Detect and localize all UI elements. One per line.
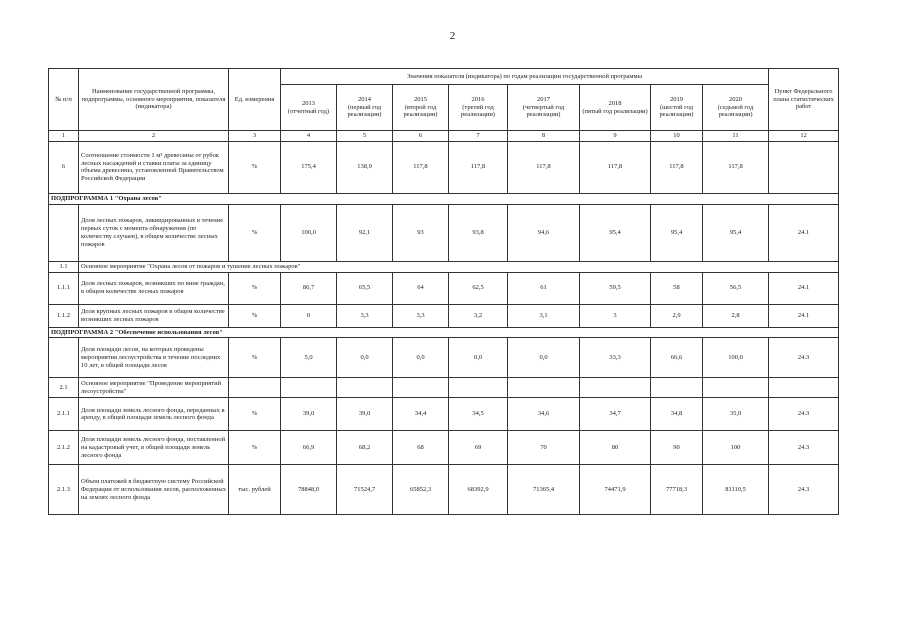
row-unit: % [229, 338, 281, 378]
row-num: 1.1.1 [49, 272, 79, 304]
row-value: 0,0 [393, 338, 449, 378]
row-name: Доля крупных лесных пожаров в общем количестве возникших лесных пожаров [79, 304, 229, 327]
measure-row [49, 378, 839, 398]
row-federal: 24.3 [769, 465, 839, 515]
row-value: 0,0 [337, 338, 393, 378]
row-unit: % [229, 398, 281, 431]
row-name: Соотношение стоимости 1 м³ древесины от рубок лесных насаждений и ставки платы за единицу объема древесины, установленной Правительством Российской Федерации [79, 141, 229, 193]
row-value: 56,5 [703, 272, 769, 304]
row-name: Доля площади земель лесного фонда, поставленной на кадастровый учет, в общей площади земель лесного фонда [79, 431, 229, 465]
row-value: 62,5 [449, 272, 508, 304]
header-unit: Ед. измерения [229, 69, 281, 131]
row-name: Доля лесных пожаров, возникших по вине граждан, в общем количестве лесных пожаров [79, 272, 229, 304]
row-federal: 24.1 [769, 272, 839, 304]
header-year-2 [393, 85, 449, 131]
row-value: 100,0 [281, 204, 337, 261]
row-value: 138,9 [337, 141, 393, 193]
row-name: Доля лесных пожаров, ликвидированных в течение первых суток с момента обнаружения (по количеству случаев), в общем количестве лесных пожаров [79, 204, 229, 261]
row-value: 175,4 [281, 141, 337, 193]
header-year-1 [337, 85, 393, 131]
row-value: 70 [508, 431, 580, 465]
year-number: 2019 [670, 95, 683, 103]
column-number: 9 [580, 131, 651, 142]
row-value: 58 [651, 272, 703, 304]
column-number: 4 [281, 131, 337, 142]
measure-num: 1.1 [49, 261, 79, 272]
measure-row [49, 261, 839, 272]
header-name: Наименование государственной программы, подпрограммы, основного мероприятия, показателя (индикатора) [79, 69, 229, 131]
row-value: 3,1 [508, 304, 580, 327]
year-label: (шестой год реализации) [659, 103, 694, 119]
row-value: 93 [393, 204, 449, 261]
row-num: 2.1.1 [49, 398, 79, 431]
year-number: 2018 [608, 99, 622, 107]
year-label: (пятый год реализации) [582, 107, 648, 115]
row-value: 117,8 [393, 141, 449, 193]
row-value: 39,0 [281, 398, 337, 431]
header-year-3 [449, 85, 508, 131]
row-value: 66,9 [281, 431, 337, 465]
table-row [49, 204, 839, 261]
column-numbers-row [49, 131, 839, 142]
row-unit: % [229, 272, 281, 304]
row-federal: 24.3 [769, 398, 839, 431]
row-num: 6 [49, 141, 79, 193]
year-number: 2020 [729, 95, 743, 103]
table-row [49, 398, 839, 431]
header-year-0 [281, 85, 337, 131]
header-row-1 [49, 69, 839, 85]
row-federal: 24.3 [769, 431, 839, 465]
row-value: 65852,3 [393, 465, 449, 515]
row-value: 0,0 [508, 338, 580, 378]
row-value: 95,4 [651, 204, 703, 261]
year-number: 2013 [302, 99, 315, 107]
row-value: 3,2 [449, 304, 508, 327]
subprogram-title: ПОДПРОГРАММА 2 "Обеспечение использования лесов" [49, 327, 839, 338]
row-value: 34,7 [580, 398, 651, 431]
row-value: 34,5 [449, 398, 508, 431]
column-number: 8 [508, 131, 580, 142]
measure-name: Основное мероприятие "Охрана лесов от пожаров и тушение лесных пожаров" [79, 261, 839, 272]
row-value: 81110,5 [703, 465, 769, 515]
subprogram-1-row [49, 193, 839, 204]
row-value: 2,9 [651, 304, 703, 327]
row-value: 5,0 [281, 338, 337, 378]
column-number: 2 [79, 131, 229, 142]
year-label: (второй год реализации) [403, 103, 438, 119]
year-label: (четвертый год реализации) [522, 103, 565, 119]
row-value: 68,2 [337, 431, 393, 465]
row-federal: 24.1 [769, 204, 839, 261]
header-federal: Пункт Федерального плана статистических работ [769, 69, 839, 131]
table-row [49, 272, 839, 304]
row-federal: 24.3 [769, 338, 839, 378]
row-value: 77718,3 [651, 465, 703, 515]
year-label: (первый год реализации) [347, 103, 382, 119]
header-num: № п/п [49, 69, 79, 131]
header-year-6 [651, 85, 703, 131]
row-value: 64 [393, 272, 449, 304]
row-value: 33,3 [580, 338, 651, 378]
row-value: 0,0 [449, 338, 508, 378]
table-row [49, 465, 839, 515]
row-value: 71365,4 [508, 465, 580, 515]
row-value: 74471,9 [580, 465, 651, 515]
row-value: 35,0 [703, 398, 769, 431]
column-number: 11 [703, 131, 769, 142]
row-value: 68392,9 [449, 465, 508, 515]
row-value: 2,8 [703, 304, 769, 327]
row-federal: 24.1 [769, 304, 839, 327]
header-values-title: Значения показателя (индикатора) по годам реализации государственной программы [281, 69, 769, 85]
row-value: 3,3 [337, 304, 393, 327]
row-value: 95,4 [703, 204, 769, 261]
row-value: 3,3 [393, 304, 449, 327]
year-number: 2015 [414, 95, 427, 103]
column-number: 12 [769, 131, 839, 142]
row-value: 90 [651, 431, 703, 465]
row-federal [769, 141, 839, 193]
row-num: 1.1.2 [49, 304, 79, 327]
column-number: 6 [393, 131, 449, 142]
row-name: Доля площади земель лесного фонда, переданных в аренду, в общей площади земель лесного фонда [79, 398, 229, 431]
row-value: 39,0 [337, 398, 393, 431]
row-value: 117,8 [651, 141, 703, 193]
row-name: Доля площади лесов, на которых проведены мероприятия лесоустройства в течение последних 10 лет, в общей площади лесов [79, 338, 229, 378]
row-value: 86,7 [281, 272, 337, 304]
row-value: 100,0 [703, 338, 769, 378]
row-value: 59,5 [580, 272, 651, 304]
year-label: (третий год реализации) [461, 103, 495, 119]
row-value: 61 [508, 272, 580, 304]
row-num [49, 338, 79, 378]
year-number: 2016 [471, 95, 485, 103]
row-unit: тыс. рублей [229, 465, 281, 515]
year-label: (отчетный год) [287, 107, 330, 115]
year-number: 2017 [537, 95, 550, 103]
measure-num: 2.1 [49, 378, 79, 398]
row-unit: % [229, 204, 281, 261]
row-unit: % [229, 431, 281, 465]
column-number: 5 [337, 131, 393, 142]
year-number: 2014 [358, 95, 371, 103]
row-value: 100 [703, 431, 769, 465]
row-value: 71524,7 [337, 465, 393, 515]
header-year-7 [703, 85, 769, 131]
header-year-4 [508, 85, 580, 131]
row-unit: % [229, 141, 281, 193]
row-value: 80 [580, 431, 651, 465]
column-number: 3 [229, 131, 281, 142]
table-row [49, 338, 839, 378]
row-value: 3 [580, 304, 651, 327]
row-value: 68 [393, 431, 449, 465]
row-value: 117,8 [703, 141, 769, 193]
row-value: 0 [281, 304, 337, 327]
subprogram-title: ПОДПРОГРАММА 1 "Охрана лесов" [49, 193, 839, 204]
year-label: (седьмой год реализации) [717, 103, 754, 119]
row-value: 95,4 [580, 204, 651, 261]
measure-name: Основное мероприятие "Проведение мероприятий лесоустройства" [79, 378, 229, 398]
table-row [49, 141, 839, 193]
row-value: 93,8 [449, 204, 508, 261]
row-value: 94,6 [508, 204, 580, 261]
table-row [49, 304, 839, 327]
row-value: 78848,0 [281, 465, 337, 515]
row-value: 117,8 [580, 141, 651, 193]
table-row [49, 431, 839, 465]
page-number: 2 [449, 30, 456, 42]
row-value: 66,6 [651, 338, 703, 378]
indicators-table [48, 68, 839, 515]
header-year-5 [580, 85, 651, 131]
row-num: 2.1.3 [49, 465, 79, 515]
row-value: 92,1 [337, 204, 393, 261]
row-value: 69 [449, 431, 508, 465]
row-value: 34,8 [651, 398, 703, 431]
column-number: 7 [449, 131, 508, 142]
row-name: Объем платежей в бюджетную систему Российской Федерации от использования лесов, расположенных на землях лесного фонда [79, 465, 229, 515]
subprogram-2-row [49, 327, 839, 338]
row-value: 34,6 [508, 398, 580, 431]
row-unit: % [229, 304, 281, 327]
column-number: 10 [651, 131, 703, 142]
row-value: 65,5 [337, 272, 393, 304]
row-num [49, 204, 79, 261]
row-value: 117,8 [508, 141, 580, 193]
row-value: 117,8 [449, 141, 508, 193]
row-num: 2.1.2 [49, 431, 79, 465]
column-number: 1 [49, 131, 79, 142]
row-value: 34,4 [393, 398, 449, 431]
